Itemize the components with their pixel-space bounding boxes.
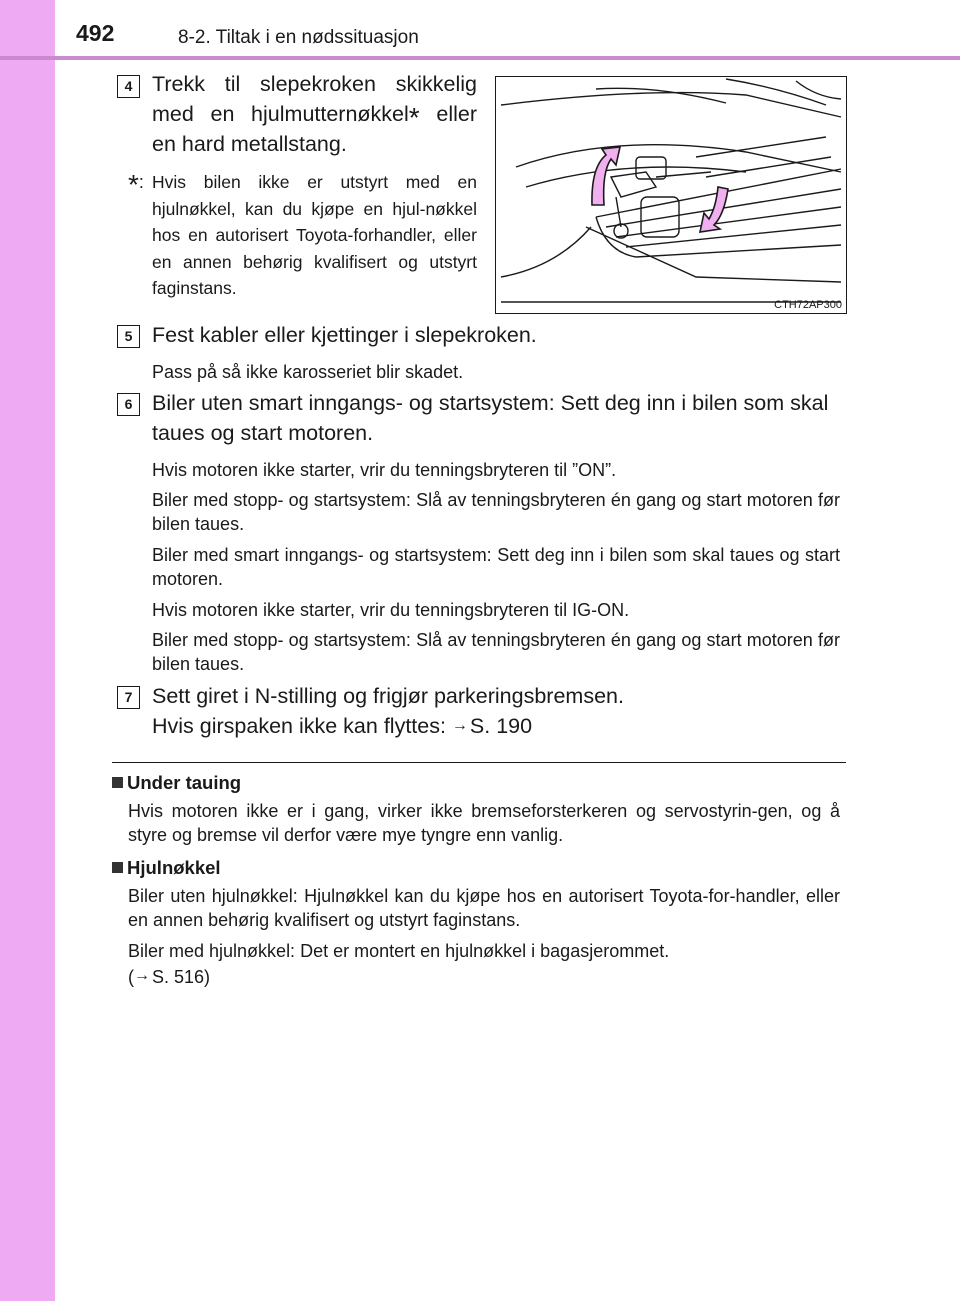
step-7-ref-text: Hvis girspaken ikke kan flyttes: bbox=[152, 714, 452, 738]
step-7-marker: 7 bbox=[117, 686, 140, 709]
figure-code: CTH72AP300 bbox=[774, 299, 842, 311]
section-title: 8-2. Tiltak i en nødssituasjon bbox=[178, 27, 419, 48]
footnote-colon: : bbox=[138, 172, 144, 192]
note-under-tauing-body: Hvis motoren ikke er i gang, virker ikke bremseforsterkeren og servostyrin-gen, og å styre og bremse vil derfor være mye tyngre enn vanlig. bbox=[128, 801, 840, 845]
step-6-p2: Biler med stopp- og startsystem: Slå av tenningsbryteren én gang og start motoren før bilen taues. bbox=[152, 490, 840, 534]
step-6-p5: Biler med stopp- og startsystem: Slå av tenningsbryteren én gang og start motoren før bilen taues. bbox=[152, 630, 840, 674]
note-hjulnokkel-body-2: Biler med hjulnøkkel: Det er montert en hjulnøkkel i bagasjerommet. bbox=[128, 941, 670, 961]
note-hjulnokkel-heading bbox=[112, 857, 221, 879]
step-4-marker: 4 bbox=[117, 75, 140, 98]
section-divider bbox=[112, 762, 846, 763]
step-4-line2 bbox=[152, 99, 477, 133]
page-number: 492 bbox=[76, 20, 115, 46]
step-6-marker: 6 bbox=[117, 393, 140, 416]
footnote-mark bbox=[128, 169, 144, 200]
step-5-note: Pass på så ikke karosseriet blir skadet. bbox=[152, 362, 464, 382]
step-7-title: Sett giret i N-stilling og frigjør parkeringsbremsen. bbox=[152, 684, 624, 708]
step-7-ref-page: S. 190 bbox=[469, 714, 533, 738]
tow-hook-drawing bbox=[496, 77, 846, 313]
page-header bbox=[0, 0, 960, 60]
step-6-title: Biler uten smart inngangs- og startsystem: Sett deg inn i bilen som skal taues og start motoren. bbox=[152, 391, 829, 445]
step-6-p3: Biler med smart inngangs- og startsystem: Sett deg inn i bilen som skal taues og start motoren. bbox=[152, 545, 840, 589]
step-5-marker: 5 bbox=[117, 325, 140, 348]
ref-open-paren: ( bbox=[128, 967, 134, 987]
header-rule bbox=[0, 56, 960, 60]
step-6-p1: Hvis motoren ikke starter, vrir du tenningsbryteren til ”ON”. bbox=[152, 460, 617, 480]
header-tab bbox=[0, 0, 55, 60]
square-bullet-icon bbox=[112, 777, 123, 788]
asterisk-mark: * bbox=[408, 102, 420, 133]
chapter-sidebar bbox=[0, 0, 55, 1301]
step-5-title: Fest kabler eller kjettinger i slepekroken. bbox=[152, 323, 537, 347]
footnote-text: Hvis bilen ikke er utstyrt med en hjulnøkkel, kan du kjøpe en hjul-nøkkel hos en autorisert Toyota-forhandler, eller en annen behørig kvalifisert og utstyrt faginstans. bbox=[152, 172, 477, 298]
note-2-title: Hjulnøkkel bbox=[127, 857, 221, 878]
step-4-line3: en hard metallstang. bbox=[152, 132, 347, 156]
tow-hook-illustration bbox=[495, 76, 847, 314]
footnote-star: * bbox=[128, 169, 139, 200]
step-6-p4: Hvis motoren ikke starter, vrir du tenningsbryteren til IG-ON. bbox=[152, 600, 630, 620]
step-4-line2a: med en hjulmutternøkkel bbox=[152, 102, 409, 126]
arrow-right-icon: → bbox=[451, 717, 468, 734]
step-7-ref bbox=[152, 711, 532, 741]
step-4-line2b: eller bbox=[419, 102, 477, 126]
note-2-ref-page: S. 516) bbox=[152, 967, 211, 987]
note-under-tauing-heading bbox=[112, 772, 241, 794]
step-4-line1: Trekk til slepekroken skikkelig bbox=[152, 72, 477, 96]
note-hjulnokkel-body-1: Biler uten hjulnøkkel: Hjulnøkkel kan du kjøpe hos en autorisert Toyota-for-handler, eller en annen behørig kvalifisert og utstyrt faginstans. bbox=[128, 886, 840, 930]
arrow-right-icon: → bbox=[134, 967, 150, 984]
note-1-title: Under tauing bbox=[127, 772, 242, 793]
step-4-text bbox=[152, 69, 477, 159]
square-bullet-icon bbox=[112, 862, 123, 873]
note-hjulnokkel-ref bbox=[128, 964, 210, 989]
